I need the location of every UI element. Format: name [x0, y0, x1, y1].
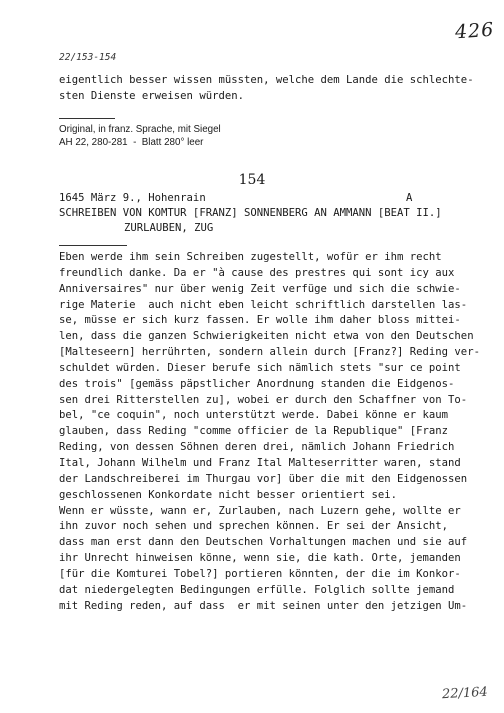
handwritten-archive-mark: 22/164: [441, 684, 489, 703]
divider: [59, 245, 127, 246]
document-class: A: [406, 192, 413, 204]
document-heading: SCHREIBEN VON KOMTUR [FRANZ] SONNENBERG AN AMMANN [BEAT II.]: [59, 207, 442, 219]
source-note: Original, in franz. Sprache, mit Siegel AH 22, 280-281 - Blatt 280° leer: [59, 124, 221, 148]
body-text: Eben werde ihm sein Schreiben zugestellt, wofür er ihm recht freundlich danke. Da er "à cause des prestres qui sont icy aux Anniversaires" nur über wenig Zeit verfüge und sich die schwie- rige Materie auch nicht eben leicht schriftlich darstellen las- se, müsse er sich kurz fassen. Er wolle ihm daher bloss mittei- len, dass die ganzen Schwierigkeiten nicht etwa von den Deutschen [Malteseern] herrührten, sondern allein durch [Franz?] Reding ver- schuldet würden. Dieser berufe sich nämlich stets "sur ce point des trois" [gemäss päpstlicher Anordnung standen die Eidgenos- sen drei Ritterstellen zu], wobei er durch den Schaffner von To- bel, "ce coquin", noch unterstützt werde. Dabei könne er kaum glauben, dass Reding "comme officier de la Republique" [Franz Reding, von dessen Söhnen deren drei, nämlich Johann Friedrich Ital, Johann Wilhelm und Franz Ital Malteserritter waren, stand der Landschreiberei im Thurgau vor] über die mit den Eidgenossen geschlossenen Konkordate nicht besser orientiert sei. Wenn er wüsste, wann er, Zurlauben, nach Luzern gehe, wollte er ihn zuvor noch sehen und sprechen können. Er sei der Ansicht, dass man erst dann den Deutschen Vorhaltungen machen und sie auf ihr Unrecht hinweisen könne, wenn sie, die kath. Orte, jemanden [für die Komturei Tobel?] portieren könnten, der die im Konkor- dat niedergelegten Bedingungen erfülle. Folglich sollte jemand mit Reding reden, auf dass er mit seinen unter den jetzigen Um-: [59, 251, 480, 612]
folio-number: 426: [454, 18, 495, 44]
continuation-paragraph: eigentlich besser wissen müssten, welche dem Lande die schlechte- sten Dienste erweisen würden.: [59, 74, 474, 102]
document-heading-continued: ZURLAUBEN, ZUG: [124, 222, 214, 234]
divider: [59, 118, 115, 119]
date-place: 1645 März 9., Hohenrain: [59, 192, 206, 204]
document-number: 154: [238, 172, 266, 188]
archive-reference: 22/153-154: [59, 52, 117, 63]
